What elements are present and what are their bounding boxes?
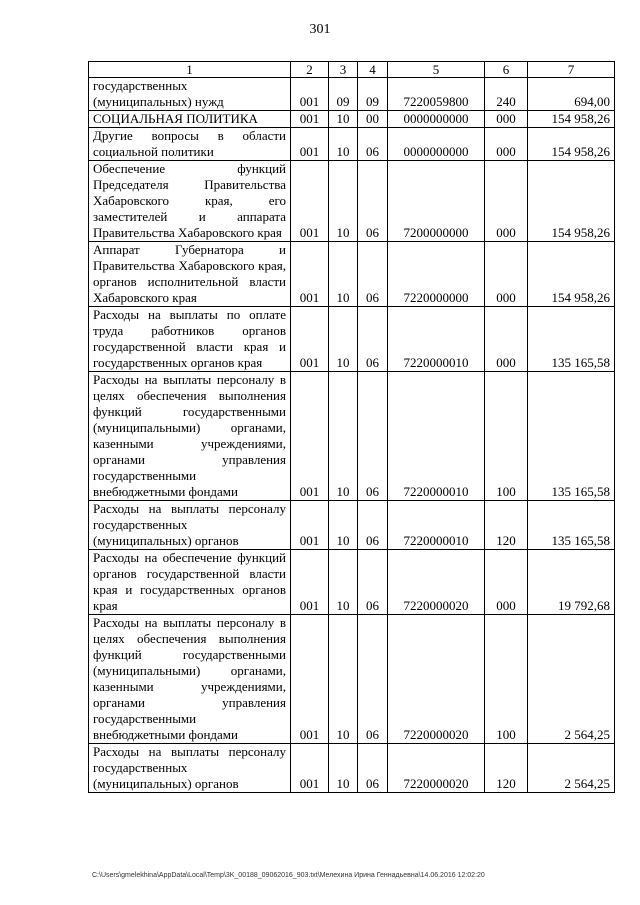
budget-table	[88, 61, 615, 793]
row-code-3-cell: 10	[329, 372, 358, 501]
row-code-6-cell: 100	[485, 372, 528, 501]
row-name-cell: Расходы на выплаты персоналу государственных (муниципальных) органов	[89, 501, 291, 550]
page-number: 301	[309, 22, 331, 37]
row-name-cell: Расходы на выплаты персоналу государственных (муниципальных) органов	[89, 744, 291, 793]
row-code-4-cell: 09	[358, 78, 388, 111]
row-code-6-cell: 120	[485, 501, 528, 550]
row-code-3-cell: 10	[329, 242, 358, 307]
row-code-4-cell: 06	[358, 307, 388, 372]
row-amount-cell: 2 564,25	[528, 744, 615, 793]
row-code-2-cell: 001	[291, 615, 329, 744]
row-name-cell: Расходы на выплаты персоналу в целях обеспечения выполнения функций государственными (муниципальными) органами, казенными учреждениями, органами управления государственными внебюджетными фондами	[89, 615, 291, 744]
row-code-2-cell: 001	[291, 111, 329, 128]
row-name-cell: Аппарат Губернатора и Правительства Хабаровского края, органов исполнительной власти Хабаровского края	[89, 242, 291, 307]
header-cell-6: 6	[485, 62, 528, 78]
table-body	[89, 78, 615, 793]
row-amount-cell: 154 958,26	[528, 128, 615, 161]
row-code-5-cell: 7220000020	[388, 550, 485, 615]
row-code-2-cell: 001	[291, 307, 329, 372]
row-amount-cell: 135 165,58	[528, 372, 615, 501]
row-code-4-cell: 06	[358, 615, 388, 744]
row-code-5-cell: 7220000000	[388, 242, 485, 307]
header-cell-7: 7	[528, 62, 615, 78]
table-row	[89, 161, 615, 242]
row-code-6-cell: 000	[485, 161, 528, 242]
row-code-6-cell: 120	[485, 744, 528, 793]
row-name-cell: Расходы на выплаты персоналу в целях обеспечения выполнения функций государственными (муниципальными) органами, казенными учреждениями, органами управления государственными внебюджетными фондами	[89, 372, 291, 501]
header-cell-4: 4	[358, 62, 388, 78]
row-code-2-cell: 001	[291, 744, 329, 793]
row-amount-cell: 135 165,58	[528, 501, 615, 550]
row-amount-cell: 19 792,68	[528, 550, 615, 615]
row-code-3-cell: 10	[329, 111, 358, 128]
row-code-3-cell: 10	[329, 615, 358, 744]
row-code-4-cell: 06	[358, 501, 388, 550]
row-code-4-cell: 06	[358, 128, 388, 161]
table-row	[89, 128, 615, 161]
row-code-4-cell: 06	[358, 550, 388, 615]
row-amount-cell: 154 958,26	[528, 111, 615, 128]
row-code-4-cell: 06	[358, 744, 388, 793]
row-code-6-cell: 000	[485, 128, 528, 161]
row-code-4-cell: 06	[358, 242, 388, 307]
table-row	[89, 501, 615, 550]
row-amount-cell: 154 958,26	[528, 161, 615, 242]
row-code-6-cell: 240	[485, 78, 528, 111]
row-name-cell: Расходы на выплаты по оплате труда работников органов государственной власти края и государственных органов края	[89, 307, 291, 372]
header-cell-2: 2	[291, 62, 329, 78]
row-name-cell: Расходы на обеспечение функций органов государственной власти края и государственных органов края	[89, 550, 291, 615]
table-row	[89, 372, 615, 501]
row-code-6-cell: 000	[485, 242, 528, 307]
row-code-5-cell: 7220059800	[388, 78, 485, 111]
file-path-footer: C:\Users\gmelekhina\AppData\Local\Temp\3K_00188_09062016_903.txt\Мелехина Ирина Геннадьевна\14.06.2016 12:02:20	[92, 872, 485, 879]
row-code-3-cell: 10	[329, 501, 358, 550]
row-name-cell: Другие вопросы в области социальной политики	[89, 128, 291, 161]
table-row	[89, 111, 615, 128]
header-cell-3: 3	[329, 62, 358, 78]
row-code-6-cell: 000	[485, 307, 528, 372]
row-code-6-cell: 100	[485, 615, 528, 744]
header-cell-1: 1	[89, 62, 291, 78]
row-code-5-cell: 7200000000	[388, 161, 485, 242]
row-code-5-cell: 7220000010	[388, 307, 485, 372]
table-row	[89, 242, 615, 307]
row-code-3-cell: 10	[329, 161, 358, 242]
row-code-5-cell: 7220000010	[388, 501, 485, 550]
row-name-cell: государственных (муниципальных) нужд	[89, 78, 291, 111]
row-amount-cell: 694,00	[528, 78, 615, 111]
row-code-4-cell: 06	[358, 161, 388, 242]
row-code-5-cell: 0000000000	[388, 128, 485, 161]
row-code-5-cell: 7220000010	[388, 372, 485, 501]
row-code-2-cell: 001	[291, 78, 329, 111]
row-code-4-cell: 00	[358, 111, 388, 128]
row-code-3-cell: 10	[329, 307, 358, 372]
row-code-2-cell: 001	[291, 501, 329, 550]
header-cell-5: 5	[388, 62, 485, 78]
table-row	[89, 550, 615, 615]
row-code-2-cell: 001	[291, 372, 329, 501]
row-name-cell: СОЦИАЛЬНАЯ ПОЛИТИКА	[89, 111, 291, 128]
row-code-5-cell: 7220000020	[388, 615, 485, 744]
row-code-3-cell: 10	[329, 744, 358, 793]
row-code-3-cell: 10	[329, 550, 358, 615]
row-code-2-cell: 001	[291, 550, 329, 615]
row-amount-cell: 154 958,26	[528, 242, 615, 307]
table-row	[89, 744, 615, 793]
row-code-3-cell: 09	[329, 78, 358, 111]
table-header-row	[89, 62, 615, 78]
row-code-5-cell: 7220000020	[388, 744, 485, 793]
row-code-2-cell: 001	[291, 242, 329, 307]
row-name-cell: Обеспечение функций Председателя Правительства Хабаровского края, его заместителей и аппарата Правительства Хабаровского края	[89, 161, 291, 242]
row-amount-cell: 2 564,25	[528, 615, 615, 744]
row-code-2-cell: 001	[291, 161, 329, 242]
row-code-6-cell: 000	[485, 111, 528, 128]
row-code-3-cell: 10	[329, 128, 358, 161]
table-row	[89, 307, 615, 372]
row-code-4-cell: 06	[358, 372, 388, 501]
row-code-5-cell: 0000000000	[388, 111, 485, 128]
table-row	[89, 615, 615, 744]
table-row	[89, 78, 615, 111]
row-code-2-cell: 001	[291, 128, 329, 161]
row-amount-cell: 135 165,58	[528, 307, 615, 372]
row-code-6-cell: 000	[485, 550, 528, 615]
